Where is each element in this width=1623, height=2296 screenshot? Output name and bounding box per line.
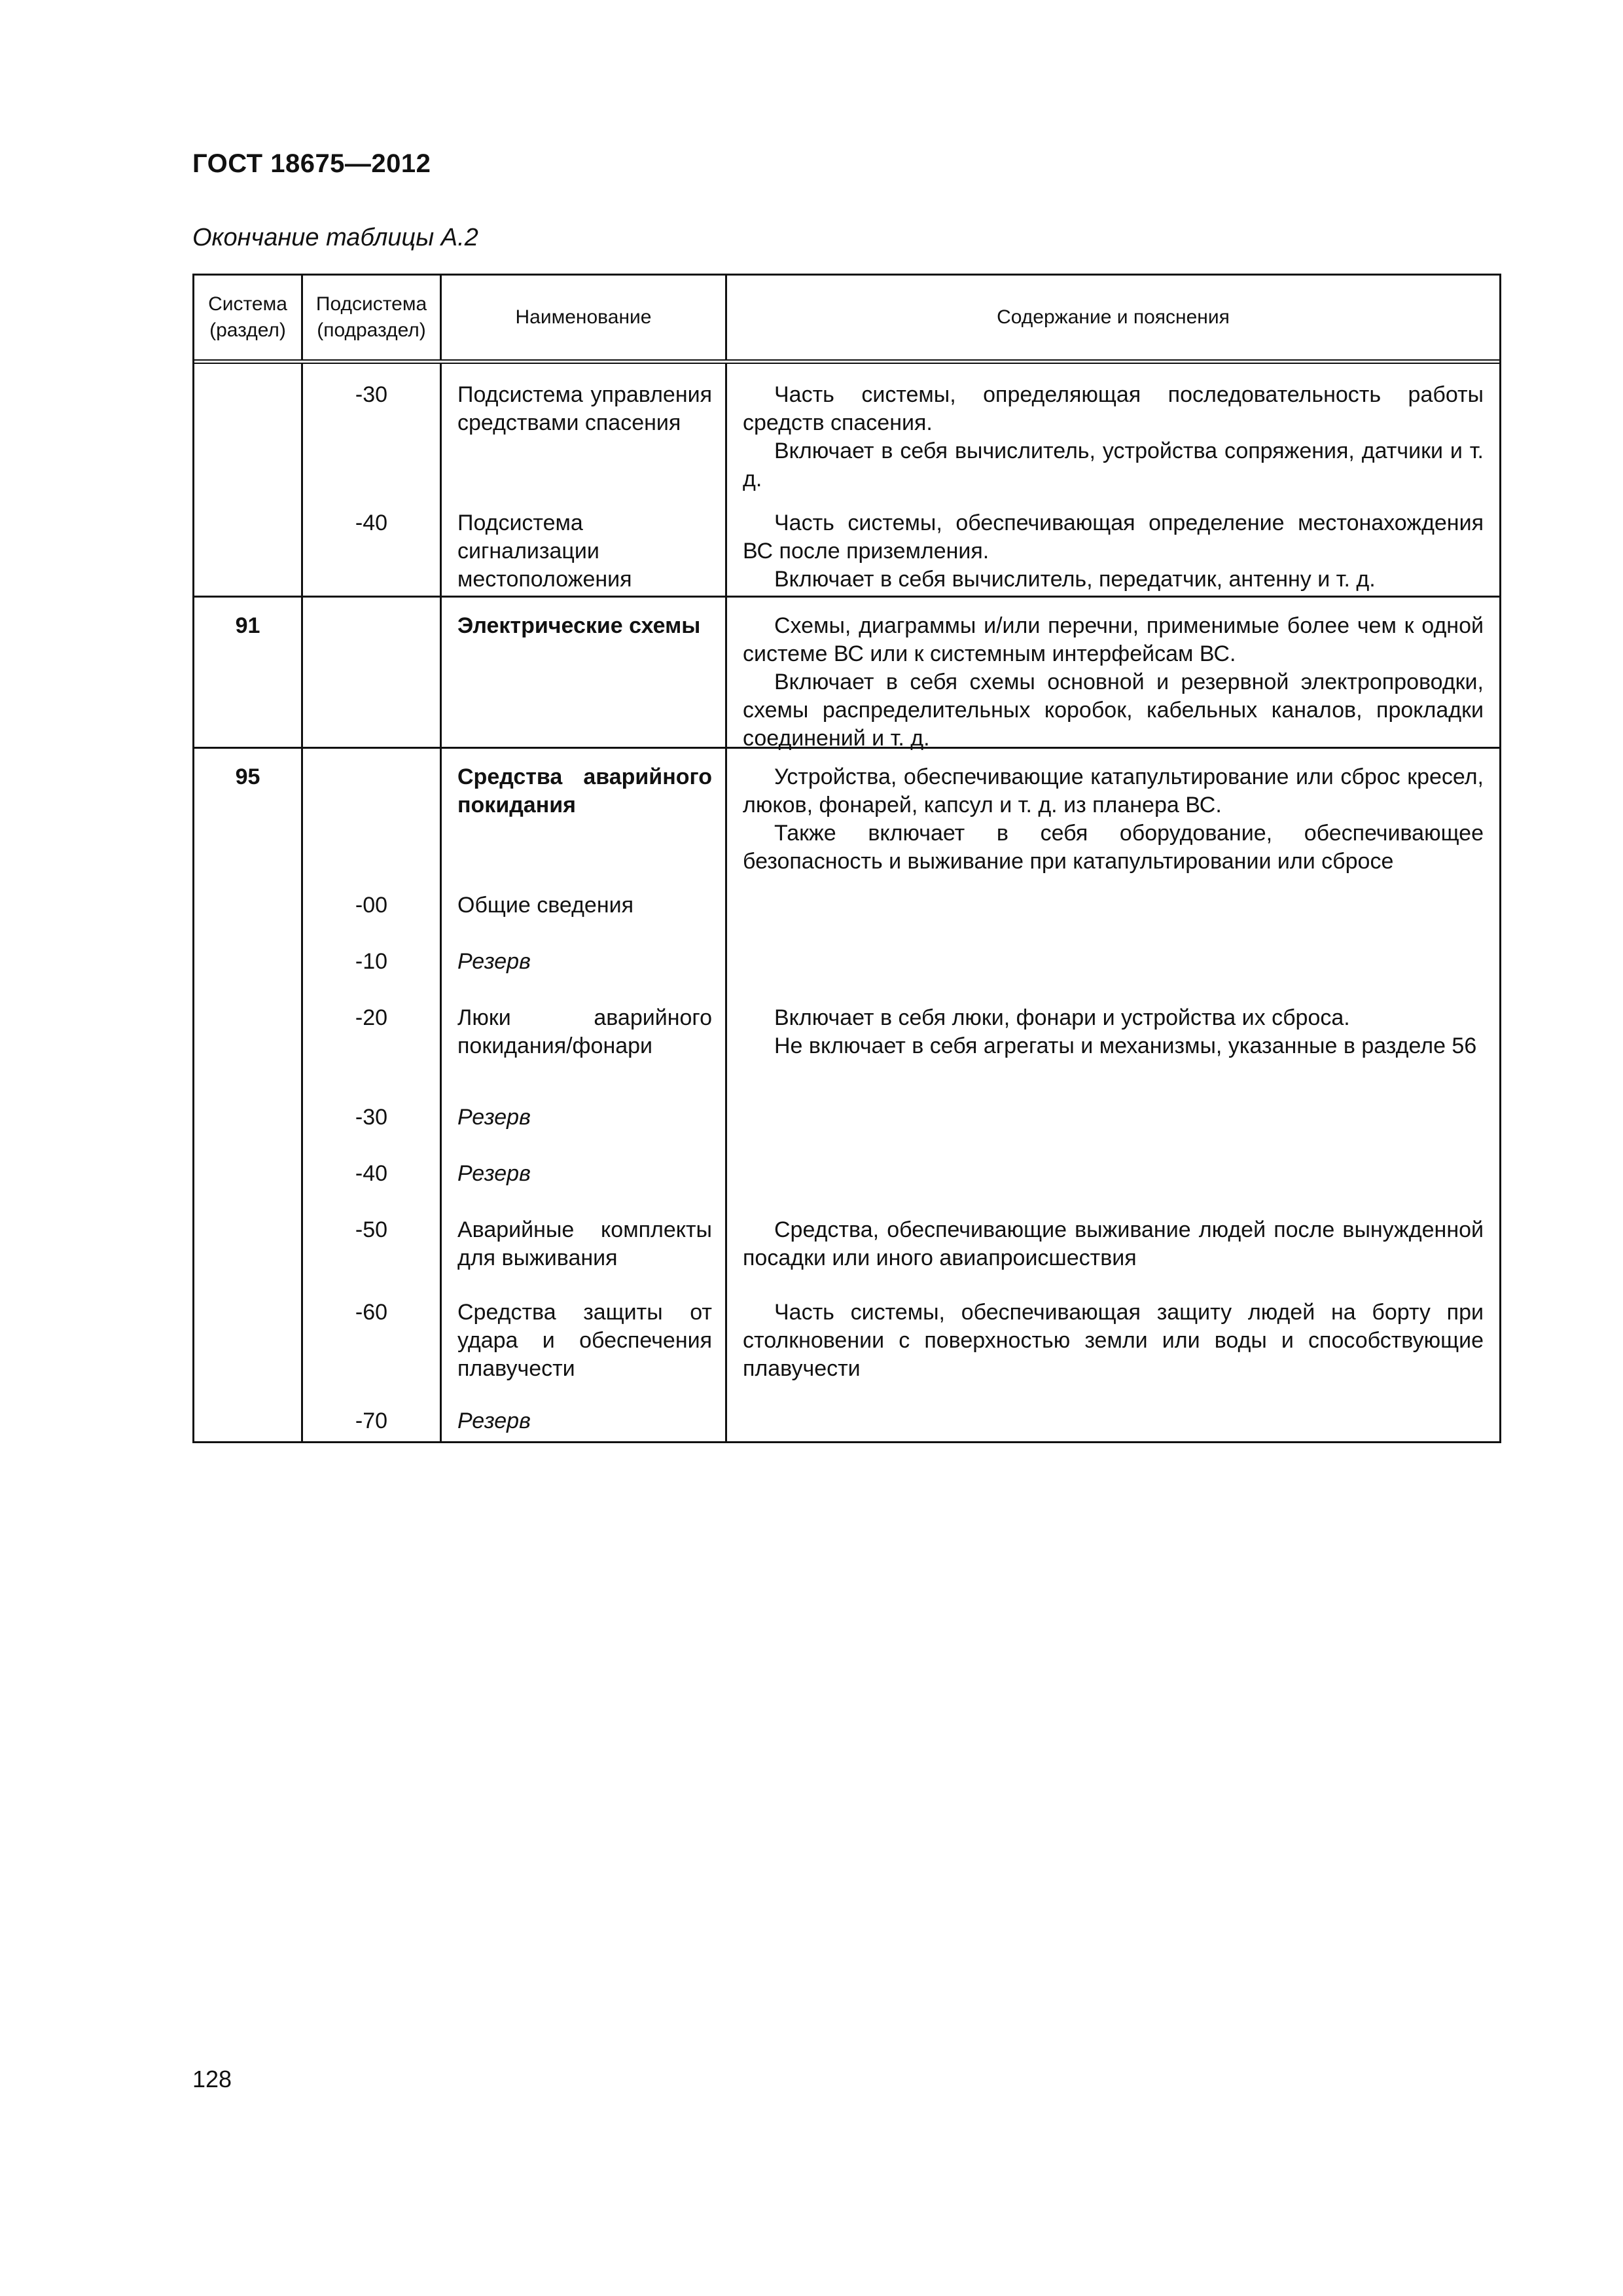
content-cell: [727, 935, 1499, 991]
system-cell: [194, 598, 303, 747]
description-paragraph: Часть системы, обеспечивающая определение местонахождения ВС после приземления.: [743, 511, 1484, 564]
item-description: [727, 1004, 1499, 1060]
description-paragraph: Включает в себя люки, фонари и устройства их сброса.: [774, 1005, 1350, 1030]
content-cell: [727, 1285, 1499, 1394]
item-name: Резерв: [457, 1161, 531, 1186]
subsystem-code: -00: [355, 893, 388, 918]
item-description: [727, 1299, 1499, 1383]
subsystem-cell: [303, 1394, 442, 1441]
table-body: [194, 364, 1499, 1441]
item-description: [727, 381, 1499, 493]
content-cell: [727, 991, 1499, 1090]
column-header-line: (подраздел): [317, 319, 426, 341]
name-cell: [442, 878, 727, 935]
subsystem-cell: [303, 991, 442, 1090]
description-paragraph: Схемы, диаграммы и/или перечни, применимые более чем к одной системе ВС или к системным интерфейсам ВС.: [743, 613, 1484, 666]
item-name: Подсистема управления средствами спасения: [457, 382, 712, 435]
item-description: [727, 1216, 1499, 1272]
name-cell: [442, 1203, 727, 1285]
column-header-system: [194, 276, 303, 359]
system-cell: [194, 1203, 303, 1285]
table-section: [194, 598, 1499, 749]
name-cell: [442, 1394, 727, 1441]
item-description: [727, 612, 1499, 753]
description-paragraph: Не включает в себя агрегаты и механизмы, указанные в разделе 56: [774, 1033, 1477, 1058]
system-cell: [194, 935, 303, 991]
subsystem-code: -10: [355, 949, 388, 974]
system-code: 91: [235, 613, 260, 638]
page-number: 128: [192, 2066, 232, 2092]
column-header-line: (раздел): [209, 319, 286, 341]
system-cell: [194, 991, 303, 1090]
description-paragraph: Устройства, обеспечивающие катапультирование или сброс кресел, люков, фонарей, капсул и т. д. из планера ВС.: [743, 764, 1484, 817]
table-section: [194, 749, 1499, 1441]
subsystem-cell: [303, 749, 442, 878]
item-name: Резерв: [457, 949, 531, 974]
item-name: Подсистема сигнализации местоположения: [457, 511, 632, 592]
name-cell: [442, 1147, 727, 1203]
subsystem-cell: [303, 364, 442, 490]
item-description: [727, 763, 1499, 876]
column-header-content: [727, 276, 1499, 359]
subsystem-code: -40: [355, 1161, 388, 1186]
subsystem-cell: [303, 1203, 442, 1285]
content-cell: [727, 1394, 1499, 1441]
column-header-subsystem: [303, 276, 442, 359]
subsystem-cell: [303, 1147, 442, 1203]
subsystem-code: -30: [355, 382, 388, 407]
description-paragraph: Также включает в себя оборудование, обеспечивающее безопасность и выживание при катапультировании или сбросе: [743, 821, 1484, 874]
subsystem-cell: [303, 878, 442, 935]
item-name: Средства аварийного покидания: [457, 764, 712, 817]
table-section: [194, 364, 1499, 598]
table-caption: Окончание таблицы А.2: [192, 224, 478, 251]
column-header-name: [442, 276, 727, 359]
system-cell: [194, 1090, 303, 1147]
description-paragraph: Включает в себя вычислитель, передатчик, антенну и т. д.: [774, 567, 1376, 592]
item-name: Электрические схемы: [457, 613, 701, 638]
system-code: 95: [235, 764, 260, 789]
system-cell: [194, 1285, 303, 1394]
name-cell: [442, 991, 727, 1090]
system-cell: [194, 878, 303, 935]
name-cell: [442, 1090, 727, 1147]
description-paragraph: Включает в себя вычислитель, устройства сопряжения, датчики и т. д.: [743, 439, 1484, 492]
subsystem-cell: [303, 490, 442, 596]
item-name: Люки аварийного покидания/фонари: [457, 1005, 712, 1058]
item-description: [727, 509, 1499, 594]
system-cell: [194, 1394, 303, 1441]
content-cell: [727, 878, 1499, 935]
subsystem-code: -40: [355, 511, 388, 535]
subsystem-code: -70: [355, 1408, 388, 1433]
description-paragraph: Включает в себя схемы основной и резервной электропроводки, схемы распределительных коробок, кабельных каналов, прокладки соединений и т. д.: [743, 670, 1484, 751]
content-cell: [727, 490, 1499, 596]
subsystem-code: -20: [355, 1005, 388, 1030]
content-cell: [727, 598, 1499, 751]
content-cell: [727, 364, 1499, 490]
content-cell: [727, 1090, 1499, 1147]
column-header-line: Наименование: [515, 306, 652, 328]
item-name: Средства защиты от удара и обеспечения плавучести: [457, 1300, 712, 1381]
document-title: ГОСТ 18675—2012: [192, 149, 431, 178]
system-cell: [194, 1147, 303, 1203]
system-cell: [194, 749, 303, 878]
subsystem-code: -60: [355, 1300, 388, 1325]
item-name: Резерв: [457, 1105, 531, 1130]
description-paragraph: Часть системы, обеспечивающая защиту людей на борту при столкновении с поверхностью земли или воды и способствующие плавучести: [743, 1300, 1484, 1381]
column-header-line: Содержание и пояснения: [997, 306, 1230, 328]
item-name: Общие сведения: [457, 893, 634, 918]
subsystem-cell: [303, 598, 442, 747]
name-cell: [442, 490, 727, 596]
content-cell: [727, 1203, 1499, 1285]
name-cell: [442, 364, 727, 490]
subsystem-cell: [303, 1090, 442, 1147]
description-paragraph: Средства, обеспечивающие выживание людей после вынужденной посадки или иного авиапроисшествия: [743, 1217, 1484, 1270]
column-header-line: Система: [208, 293, 287, 315]
system-cell: [194, 364, 303, 490]
name-cell: [442, 1285, 727, 1394]
subsystem-code: -30: [355, 1105, 388, 1130]
subsystem-cell: [303, 935, 442, 991]
table-header: [194, 276, 1499, 364]
content-cell: [727, 1147, 1499, 1203]
system-cell: [194, 490, 303, 596]
name-cell: [442, 935, 727, 991]
name-cell: [442, 598, 727, 747]
content-cell: [727, 749, 1499, 878]
item-name: Резерв: [457, 1408, 531, 1433]
item-name: Аварийные комплекты для выживания: [457, 1217, 712, 1270]
subsystem-cell: [303, 1285, 442, 1394]
description-paragraph: Часть системы, определяющая последовательность работы средств спасения.: [743, 382, 1484, 435]
subsystem-code: -50: [355, 1217, 388, 1242]
column-header-line: Подсистема: [315, 293, 427, 315]
data-table: [192, 274, 1501, 1443]
name-cell: [442, 749, 727, 878]
